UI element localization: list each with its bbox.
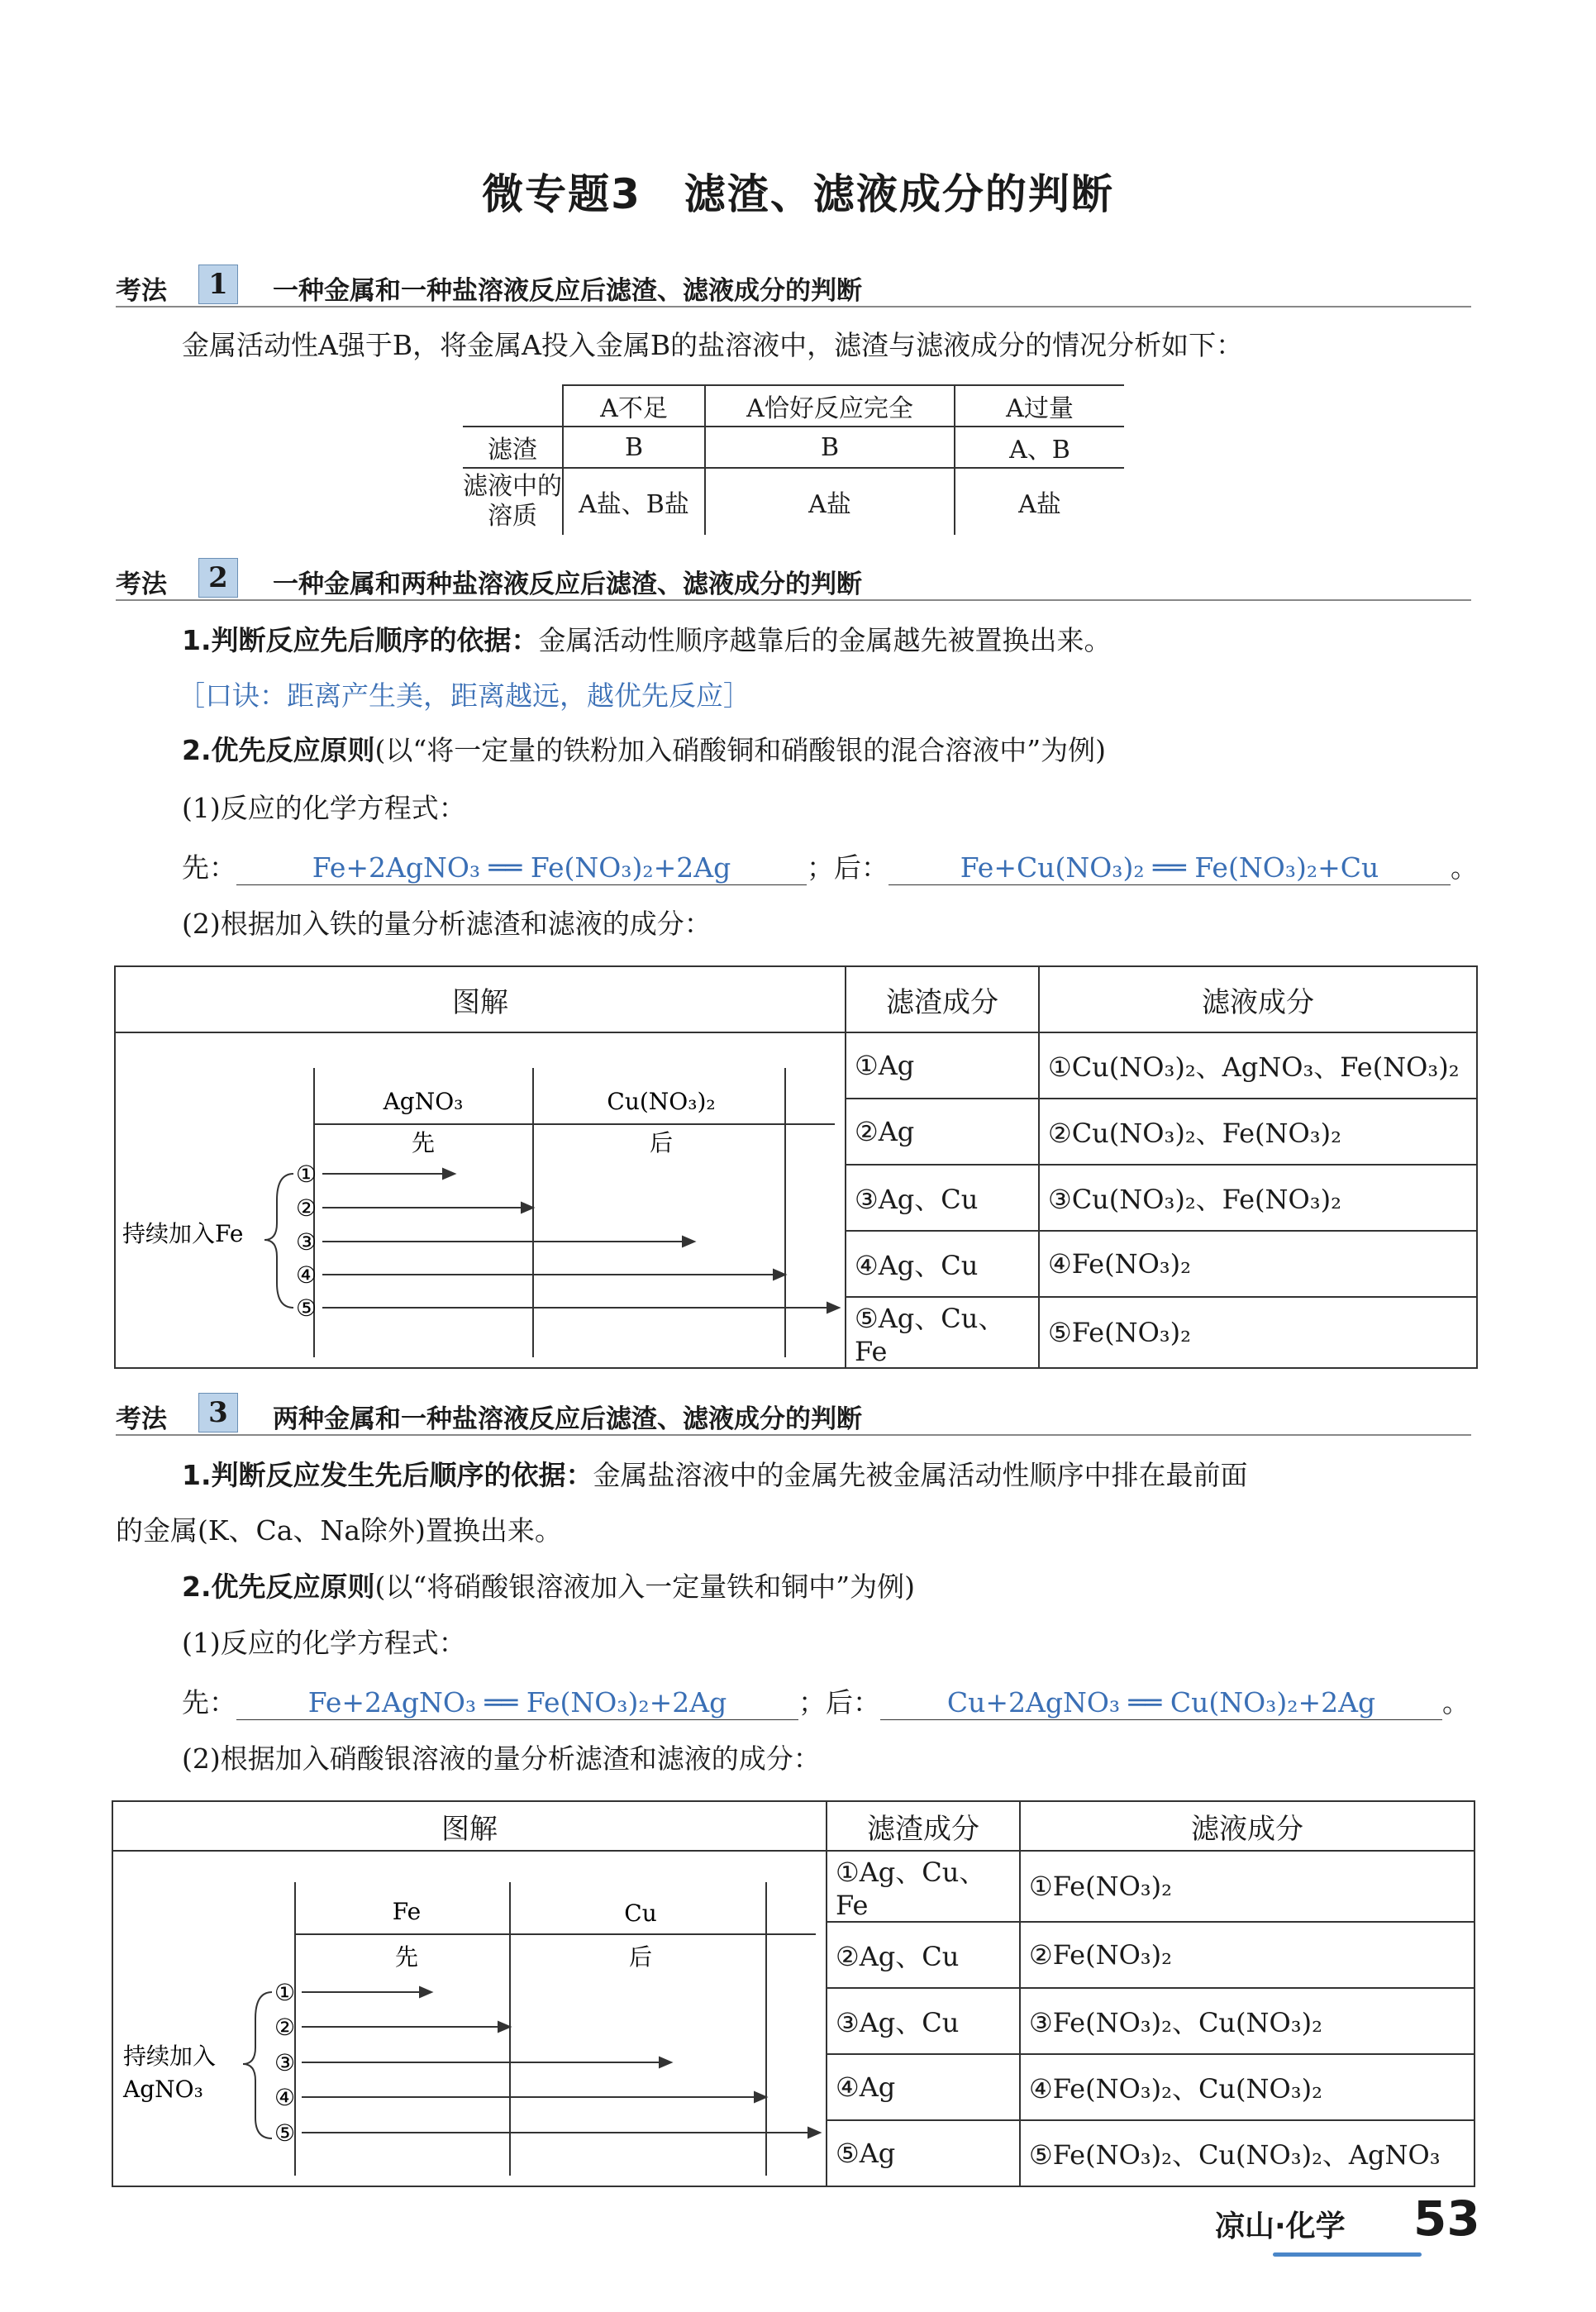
s1-cell: B [563, 427, 705, 468]
brace [243, 1992, 272, 2138]
s2-grid [114, 965, 1478, 1369]
filtrate-cell: ④Fe(NO₃)₂ [1039, 1231, 1477, 1297]
s3-paragraph-4: (2)根据加入硝酸银溶液的量分析滤渣和滤液的成分： [182, 1742, 821, 1775]
s3-paragraph-2: 2.优先反应原则(以“将硝酸银溶液加入一定量铁和铜中”为例) [182, 1571, 915, 1603]
marker: ④ [296, 1261, 317, 1289]
equation-answer: Fe+2AgNO₃ ══ Fe(NO₃)₂+2Ag [236, 851, 807, 885]
filtrate-cell: ②Fe(NO₃)₂ [1020, 1922, 1475, 1988]
diagram-side-label-2: AgNO₃ [123, 2076, 203, 2103]
s2-diagram-cell [115, 1032, 846, 1368]
s1-cell: A盐 [705, 468, 955, 535]
s1-row-label: 滤渣 [463, 427, 563, 468]
section-header-3 [116, 1393, 1471, 1436]
residue-cell: ①Ag [846, 1032, 1039, 1099]
residue-cell: ⑤Ag [827, 2120, 1020, 2186]
s1-table [463, 384, 1124, 535]
marker: ② [274, 2014, 296, 2041]
diagram-side-label: 持续加入 [123, 2043, 217, 2070]
page-number: 53 [1413, 2190, 1480, 2247]
arrow [443, 1169, 455, 1179]
s1-cell: A盐、B盐 [563, 468, 705, 535]
section-label: 考法 [116, 276, 167, 306]
marker: ⑤ [274, 2119, 296, 2147]
arrow [660, 2057, 671, 2067]
diagram-col2-sub: 后 [649, 1129, 674, 1156]
marker: ③ [274, 2049, 296, 2076]
equation-answer: Fe+Cu(NO₃)₂ ══ Fe(NO₃)₂+Cu [889, 851, 1451, 885]
s1-row-label: 滤液中的溶质 [463, 468, 563, 535]
s3-equations: 先： Fe+2AgNO₃ ══ Fe(NO₃)₂+2Ag ；后： Cu+2AgNO₃ ══ Cu(NO₃)₂+2Ag 。 [182, 1686, 1470, 1719]
section-header-1 [116, 265, 1471, 307]
filtrate-cell: ⑤Fe(NO₃)₂ [1039, 1297, 1477, 1368]
section-label: 考法 [116, 1404, 167, 1434]
s1-header: A过量 [955, 385, 1124, 427]
arrow [827, 1303, 839, 1313]
marker: ③ [296, 1228, 317, 1256]
section-title: 两种金属和一种盐溶液反应后滤渣、滤液成分的判断 [273, 1404, 862, 1434]
diagram-col1-label: Fe [392, 1898, 422, 1925]
diagram-side-label: 持续加入Fe [122, 1220, 244, 1247]
s2-paragraph-4: (2)根据加入铁的量分析滤渣和滤液的成分： [182, 908, 712, 940]
arrow [522, 1203, 533, 1213]
residue-cell: ⑤Ag、Cu、Fe [846, 1297, 1039, 1368]
section-number: 3 [198, 1393, 238, 1432]
s3-paragraph-3: (1)反应的化学方程式： [182, 1627, 466, 1659]
marker: ② [296, 1194, 317, 1222]
brace [264, 1174, 293, 1308]
section-title: 一种金属和两种盐溶液反应后滤渣、滤液成分的判断 [273, 570, 862, 599]
diagram-col2-sub: 后 [628, 1943, 653, 1971]
marker: ④ [274, 2084, 296, 2111]
equation-answer: Fe+2AgNO₃ ══ Fe(NO₃)₂+2Ag [236, 1686, 798, 1720]
residue-cell: ④Ag [827, 2054, 1020, 2120]
arrow [774, 1270, 785, 1280]
filtrate-cell: ③Fe(NO₃)₂、Cu(NO₃)₂ [1020, 1988, 1475, 2054]
s1-cell: B [705, 427, 955, 468]
arrow [498, 2022, 510, 2032]
diagram-col1-label: AgNO₃ [383, 1088, 464, 1115]
section-number: 2 [198, 558, 238, 598]
diagram-col2-label: Cu [624, 1900, 657, 1927]
diagram-col2-label: Cu(NO₃)₂ [607, 1088, 716, 1115]
s2-mnemonic: ［口诀：距离产生美，距离越远，越优先反应］ [178, 679, 750, 712]
filtrate-cell: ③Cu(NO₃)₂、Fe(NO₃)₂ [1039, 1165, 1477, 1231]
arrow [808, 2128, 820, 2138]
s1-header: A不足 [563, 385, 705, 427]
grid-header: 图解 [112, 1801, 827, 1851]
reaction-order-diagram [116, 1035, 843, 1366]
page-title: 微专题3 滤渣、滤液成分的判断 [482, 170, 1114, 218]
s2-paragraph-3: (1)反应的化学方程式： [182, 792, 466, 824]
grid-header: 滤渣成分 [846, 966, 1039, 1032]
footer-underline [1273, 2252, 1422, 2257]
s3-paragraph-1-cont: 的金属(K、Ca、Na除外)置换出来。 [116, 1514, 562, 1547]
filtrate-cell: ④Fe(NO₃)₂、Cu(NO₃)₂ [1020, 2054, 1475, 2120]
grid-header: 滤渣成分 [827, 1801, 1020, 1851]
marker: ⑤ [296, 1294, 317, 1322]
s2-equations: 先： Fe+2AgNO₃ ══ Fe(NO₃)₂+2Ag ；后： Fe+Cu(NO₃)₂ ══ Fe(NO₃)₂+Cu 。 [182, 851, 1478, 884]
marker: ① [274, 1979, 296, 2006]
s3-diagram-cell [112, 1851, 827, 2186]
arrow [683, 1237, 694, 1247]
s1-cell: A盐 [955, 468, 1124, 535]
residue-cell: ③Ag、Cu [827, 1988, 1020, 2054]
section-header-2 [116, 558, 1471, 601]
arrow [755, 2092, 766, 2102]
filtrate-cell: ⑤Fe(NO₃)₂、Cu(NO₃)₂、AgNO₃ [1020, 2120, 1475, 2186]
s1-header: A恰好反应完全 [705, 385, 955, 427]
arrow [420, 1987, 431, 1997]
s1-intro: 金属活动性A强于B，将金属A投入金属B的盐溶液中，滤渣与滤液成分的情况分析如下： [182, 329, 1244, 361]
grid-header: 滤液成分 [1020, 1801, 1475, 1851]
footer-label: 凉山·化学 [1215, 2210, 1346, 2243]
marker: ① [296, 1161, 317, 1188]
s3-grid [112, 1800, 1475, 2187]
section-label: 考法 [116, 570, 167, 599]
s2-paragraph-1: 1.判断反应先后顺序的依据：金属活动性顺序越靠后的金属越先被置换出来。 [182, 624, 1112, 656]
s2-paragraph-2: 2.优先反应原则(以“将一定量的铁粉加入硝酸铜和硝酸银的混合溶液中”为例) [182, 734, 1106, 766]
diagram-col1-sub: 先 [411, 1129, 436, 1156]
section-number: 1 [198, 265, 238, 304]
filtrate-cell: ②Cu(NO₃)₂、Fe(NO₃)₂ [1039, 1099, 1477, 1165]
filtrate-cell: ①Fe(NO₃)₂ [1020, 1851, 1475, 1922]
section-title: 一种金属和一种盐溶液反应后滤渣、滤液成分的判断 [273, 276, 862, 306]
residue-cell: ①Ag、Cu、Fe [827, 1851, 1020, 1922]
residue-cell: ③Ag、Cu [846, 1165, 1039, 1231]
filtrate-cell: ①Cu(NO₃)₂、AgNO₃、Fe(NO₃)₂ [1039, 1032, 1477, 1099]
grid-header: 图解 [115, 966, 846, 1032]
s3-paragraph-1: 1.判断反应发生先后顺序的依据：金属盐溶液中的金属先被金属活动性顺序中排在最前面 [182, 1459, 1248, 1491]
reaction-order-diagram [113, 1853, 824, 2184]
residue-cell: ④Ag、Cu [846, 1231, 1039, 1297]
grid-header: 滤液成分 [1039, 966, 1477, 1032]
s1-cell: A、B [955, 427, 1124, 468]
diagram-col1-sub: 先 [394, 1943, 419, 1971]
equation-answer: Cu+2AgNO₃ ══ Cu(NO₃)₂+2Ag [880, 1686, 1442, 1720]
residue-cell: ②Ag [846, 1099, 1039, 1165]
residue-cell: ②Ag、Cu [827, 1922, 1020, 1988]
